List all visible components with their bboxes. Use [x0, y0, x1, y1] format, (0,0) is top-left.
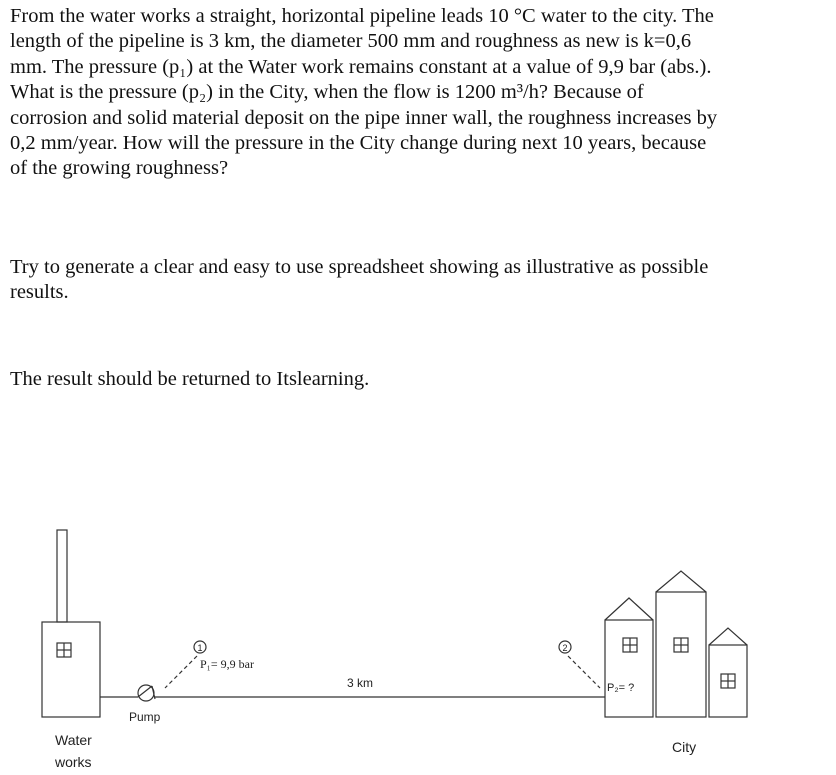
p2-label: P₂= ? [607, 682, 635, 694]
text-line: From the water works a straight, horizontal pipeline leads 10 °C water to the city. The [10, 5, 714, 27]
text-line: mm. The pressure (p₁) at the Water work remains constant at a value of 9,9 bar (abs.). [10, 55, 712, 78]
pump-label: Pump [129, 710, 161, 724]
city-building-2 [656, 571, 706, 717]
water-works-label: Water [55, 732, 92, 748]
point-2-label: 2 [562, 643, 568, 653]
leader-line [165, 656, 197, 688]
city-building-3 [709, 628, 747, 717]
pump-icon [138, 685, 155, 701]
water-works-label: works [55, 754, 92, 770]
window-icon [57, 643, 71, 657]
text-line: The result should be returned to Itslearning. [10, 368, 370, 390]
leader-line [568, 656, 600, 688]
point-1-label: 1 [197, 643, 203, 653]
text-line: results. [10, 281, 69, 304]
text-line: 0,2 mm/year. How will the pressure in the City change during next 10 years, because [10, 132, 707, 155]
text-line: corrosion and solid material deposit on the pipe inner wall, the roughness increases by [10, 106, 718, 129]
city-label: City [672, 739, 697, 755]
length-label: 3 km [347, 676, 374, 690]
water-works-building [42, 622, 100, 717]
text-line: of the growing roughness? [10, 157, 229, 180]
text-line: length of the pipeline is 3 km, the diameter 500 mm and roughness as new is k=0,6 [10, 30, 692, 53]
text-line: What is the pressure (p₂) in the City, when the flow is 1200 m³/h? Because of [10, 81, 644, 104]
water-works-tower [57, 530, 67, 622]
text-line: Try to generate a clear and easy to use spreadsheet showing as illustrative as possible [10, 256, 709, 278]
city-building-1 [605, 598, 653, 717]
p1-label: P₁= 9,9 bar [200, 657, 254, 671]
